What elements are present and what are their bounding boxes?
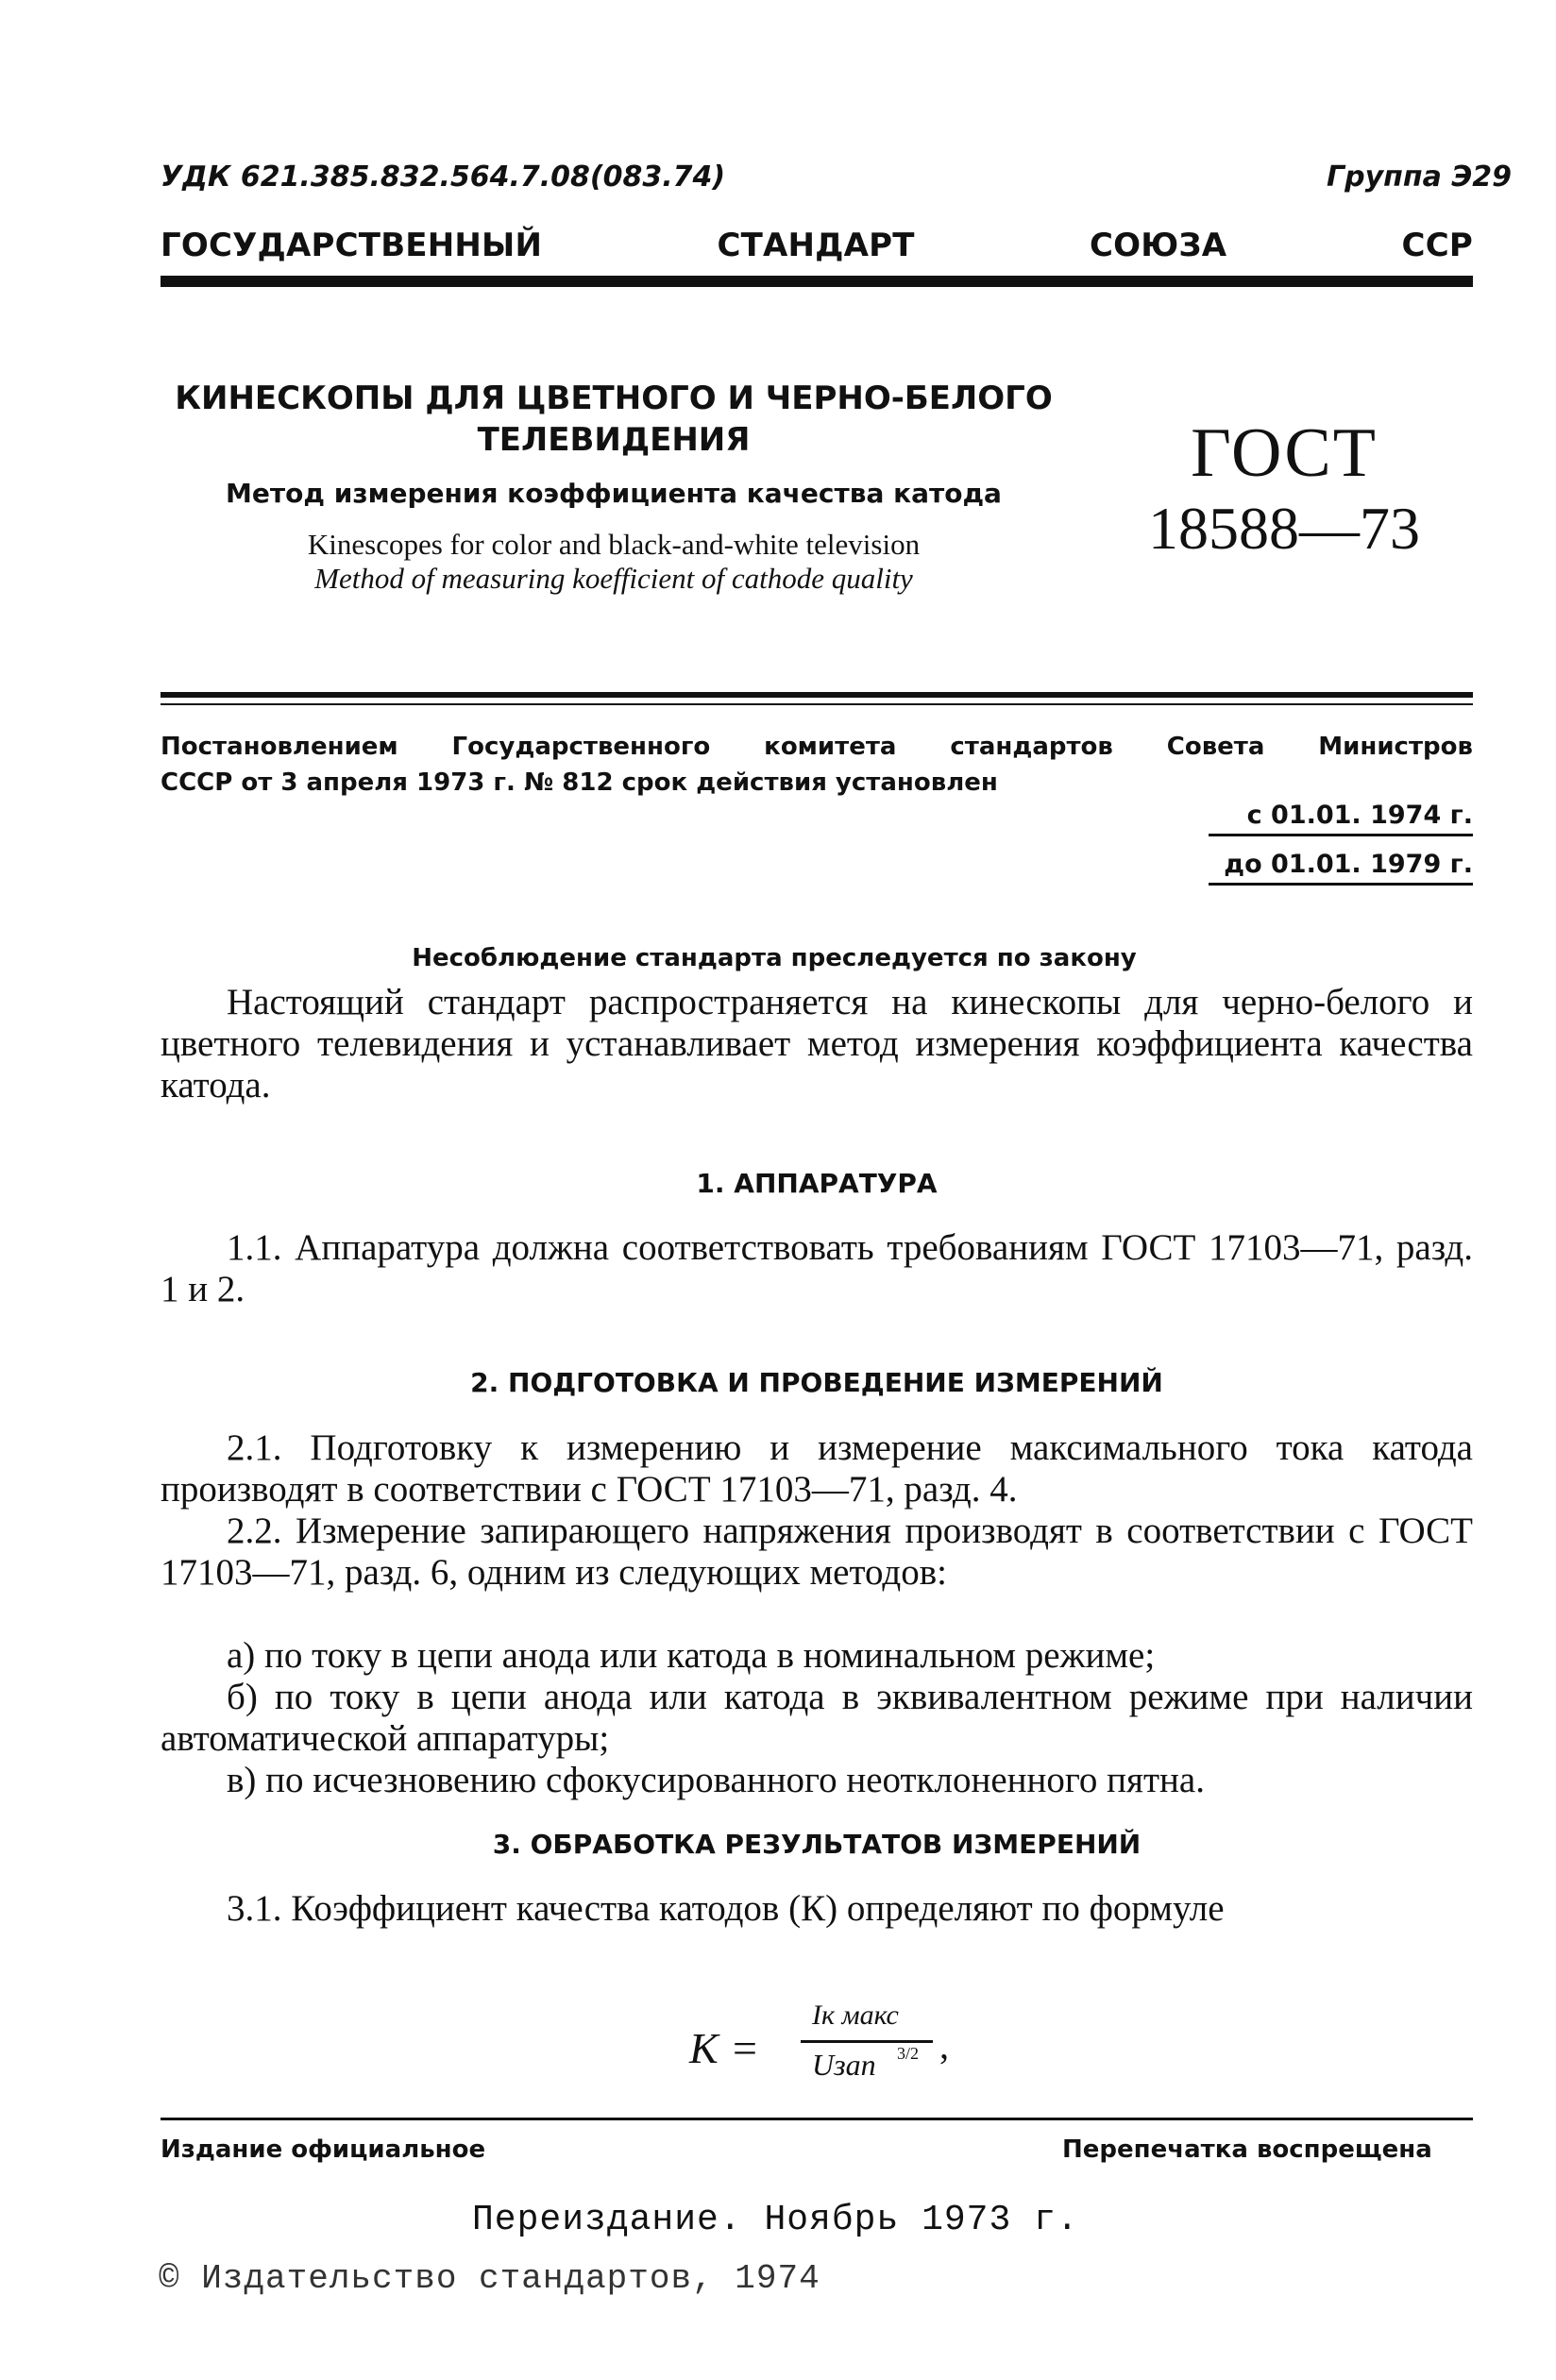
title-ru-line2: ТЕЛЕВИДЕНИЯ xyxy=(477,421,751,459)
fraction-bar xyxy=(801,2040,933,2043)
approval-block xyxy=(161,729,1473,801)
approval-word: стандартов xyxy=(950,733,1113,761)
paragraph-2-2: 2.2. Измерение запирающего напряжения производят в соответствии с ГОСТ 17103—71, разд. 6, одним из следующих методов: xyxy=(161,1511,1473,1593)
section-3-heading: 3. ОБРАБОТКА РЕЗУЛЬТАТОВ ИЗМЕРЕНИЙ xyxy=(492,1829,1142,1860)
section-rule xyxy=(161,692,1473,698)
paragraph-3-1: 3.1. Коэффициент качества катодов (К) определяют по формуле xyxy=(227,1888,1225,1929)
paragraph-2-2-a: а) по току в цепи анода или катода в номинальном режиме; xyxy=(227,1635,1156,1676)
intro-paragraph: Настоящий стандарт распространяется на кинескопы для черно-белого и цветного телевидения и устанавливает метод измерения коэффициента качества катода. xyxy=(161,982,1473,1106)
approval-word: Министров xyxy=(1318,733,1473,761)
paragraph-1-1: 1.1. Аппаратура должна соответствовать требованиям ГОСТ 17103—71, разд. 1 и 2. xyxy=(161,1227,1473,1309)
reprint-prohibited: Перепечатка воспрещена xyxy=(1062,2135,1432,2164)
title-ru-line1: КИНЕСКОПЫ ДЛЯ ЦВЕТНОГО И ЧЕРНО-БЕЛОГО xyxy=(175,380,1053,417)
approval-word: Государственного xyxy=(451,733,711,761)
date-from: с 01.01. 1974 г. xyxy=(1209,801,1473,836)
approval-word: комитета xyxy=(764,733,897,761)
approval-line2: СССР от 3 апреля 1973 г. № 812 срок действия установлен xyxy=(161,768,998,797)
section-2-heading: 2. ПОДГОТОВКА И ПРОВЕДЕНИЕ ИЗМЕРЕНИЙ xyxy=(470,1367,1163,1398)
section-1-heading: 1. АППАРАТУРА xyxy=(696,1168,938,1199)
gost-designation xyxy=(1124,415,1445,566)
publisher-copyright: © Издательство стандартов, 1974 xyxy=(159,2259,820,2298)
paragraph-2-1: 2.1. Подготовку к измерению и измерение максимального тока катода производят в соответствии с ГОСТ 17103—71, разд. 4. xyxy=(161,1427,1473,1510)
validity-dates xyxy=(1209,801,1473,899)
quality-coefficient-formula xyxy=(689,1995,972,2099)
formula-comma: , xyxy=(939,2024,949,2067)
gost-number: 18588—73 xyxy=(1148,495,1420,562)
header-word: ССР xyxy=(1401,227,1473,264)
footer-rule xyxy=(161,2118,1473,2120)
approval-word: Постановлением xyxy=(161,733,398,761)
approval-word: Совета xyxy=(1166,733,1265,761)
title-block xyxy=(161,378,1067,596)
udc-code: УДК 621.385.832.564.7.08(083.74) xyxy=(161,160,726,194)
group-code: Группа Э29 xyxy=(1327,160,1513,194)
formula-numerator: Iк макс xyxy=(812,2000,899,2031)
section-rule-thin xyxy=(161,703,1473,705)
date-to: до 01.01. 1979 г. xyxy=(1209,850,1473,886)
gost-label: ГОСТ xyxy=(1191,414,1378,492)
title-en-line2: Method of measuring koefficient of cathode quality xyxy=(314,562,913,595)
paragraph-2-2-b: б) по току в цепи анода или катода в эквивалентном режиме при наличии автоматической аппаратуры; xyxy=(161,1677,1473,1759)
approval-line1 xyxy=(161,729,1473,765)
formula-equals: = xyxy=(733,2024,757,2072)
formula-exponent: 3/2 xyxy=(897,2044,920,2063)
reissue-note: Переиздание. Ноябрь 1973 г. xyxy=(472,2200,1079,2240)
paragraph-2-2-c: в) по исчезновению сфокусированного неотклоненного пятна. xyxy=(227,1760,1205,1800)
header-rule xyxy=(161,276,1473,287)
state-standard-header xyxy=(161,227,1473,264)
formula-denominator: Uзап xyxy=(812,2048,876,2082)
formula-lhs: K xyxy=(689,2024,719,2072)
header-word: СТАНДАРТ xyxy=(717,227,915,264)
header-word: ГОСУДАРСТВЕННЫЙ xyxy=(161,227,543,264)
title-en-line1: Kinescopes for color and black-and-white television xyxy=(307,528,921,561)
header-word: СОЮЗА xyxy=(1090,227,1227,264)
violation-notice: Несоблюдение стандарта преследуется по закону xyxy=(412,944,1137,972)
title-ru-subtitle: Метод измерения коэффициента качества катода xyxy=(226,478,1002,509)
official-edition: Издание официальное xyxy=(161,2135,486,2164)
